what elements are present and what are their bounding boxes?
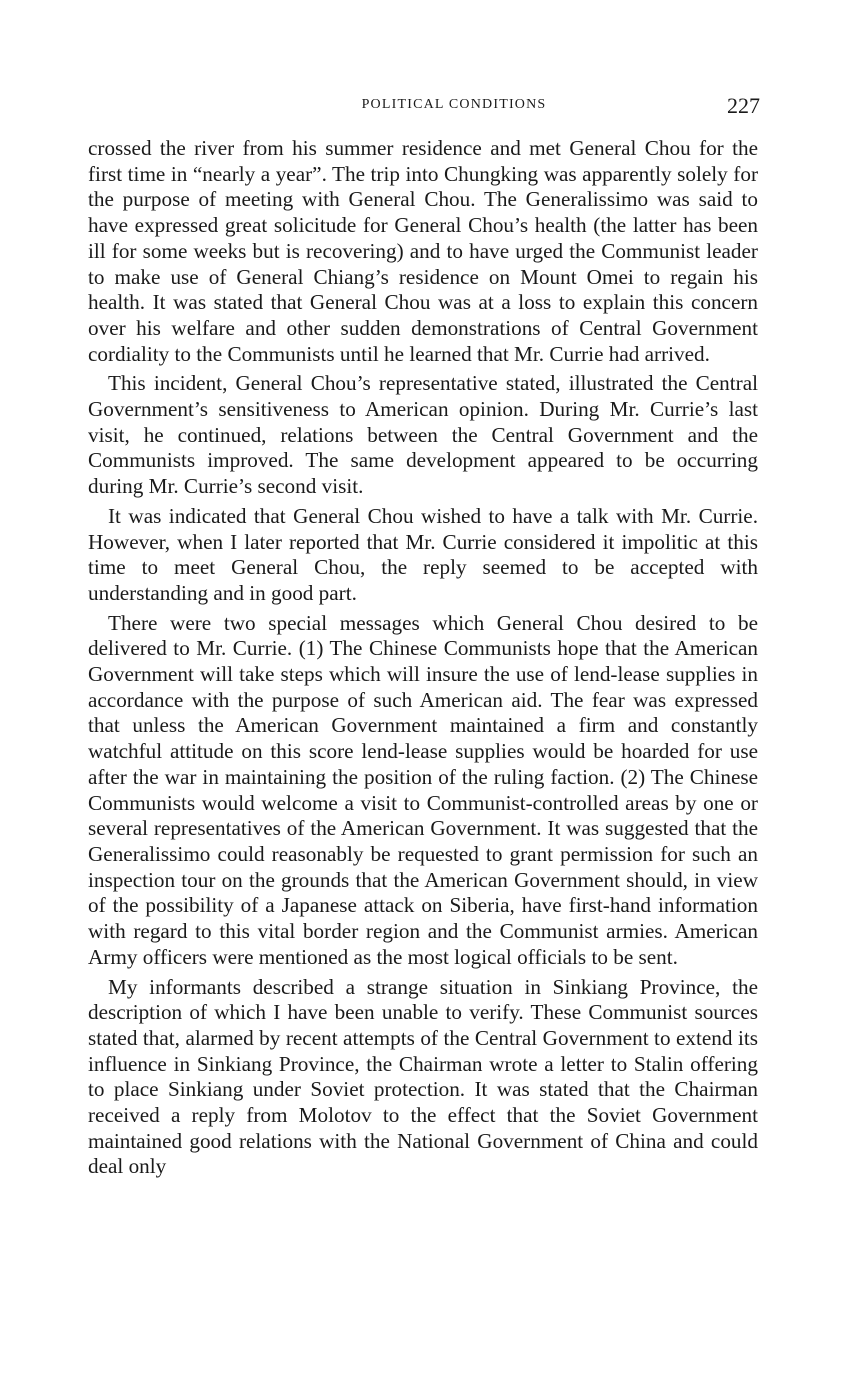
paragraph-talk-request: It was indicated that General Chou wished to have a talk with Mr. Currie. However, when I later reported that Mr. Currie considered it impolitic at this time to meet General Chou, the reply seemed to be accepted with understanding and in good part. xyxy=(88,503,758,605)
paragraph-sinkiang: My informants described a strange situation in Sinkiang Province, the description of which I have been unable to verify. These Communist sources stated that, alarmed by recent attempts of the Central Government to extend its influence in Sinkiang Province, the Chairman wrote a letter to Stalin offering to place Sinkiang under Soviet protection. It was stated that the Chairman received a reply from Molotov to the effect that the Soviet Government maintained good relations with the National Government of China and could deal only xyxy=(88,974,758,1179)
paragraph-incident: This incident, General Chou’s representative stated, illustrated the Central Government’s sensitiveness to American opinion. During Mr. Currie’s last visit, he continued, relations between the Central Government and the Communists improved. The same development appeared to be occurring during Mr. Currie’s second visit. xyxy=(88,371,758,499)
running-head xyxy=(88,93,760,121)
page-number: 227 xyxy=(727,93,760,118)
paragraph-special-messages: There were two special messages which General Chou desired to be delivered to Mr. Currie. (1) The Chinese Communists hope that the American Government will take steps which will insure the use of lend-lease supplies in accordance with the purpose of such American aid. The fear was expressed that unless the American Government maintained a firm and constantly watchful attitude on this score lend-lease supplies would be hoarded for use after the war in maintaining the position of the ruling faction. (2) The Chinese Communists would welcome a visit to Communist-controlled areas by one or several representatives of the American Government. It was suggested that the Generalissimo could reasonably be requested to grant permission for such an inspection tour on the grounds that the American Government should, in view of the possibility of a Japanese attack on Siberia, have first-hand information with regard to this vital border region and the Communist armies. American Army officers were mentioned as the most logical officials to be sent. xyxy=(88,610,758,969)
running-title: POLITICAL CONDITIONS xyxy=(361,97,547,112)
body-text xyxy=(88,136,758,1184)
paragraph-continued: crossed the river from his summer residence and met General Chou for the first time in “nearly a year”. The trip into Chungking was apparently solely for the purpose of meeting with General Chou. The Generalissimo was said to have expressed great solicitude for General Chou’s health (the latter has been ill for some weeks but is recovering) and to have urged the Communist leader to make use of General Chiang’s residence on Mount Omei to regain his health. It was stated that General Chou was at a loss to explain this concern over his welfare and other sudden demonstrations of Central Government cordiality to the Communists until he learned that Mr. Currie had arrived. xyxy=(88,136,758,366)
